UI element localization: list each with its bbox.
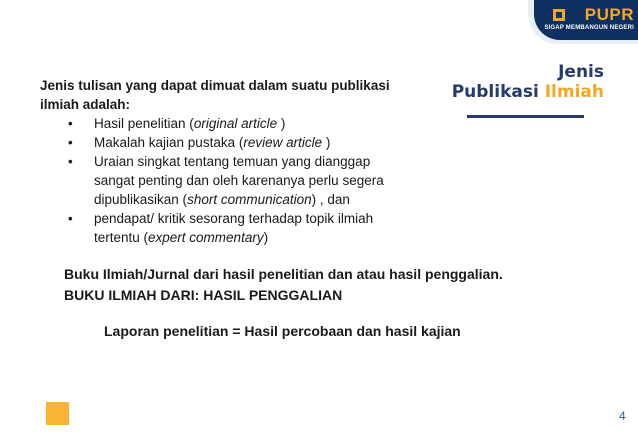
list-item-text: Hasil penelitian (original article ) [94,116,286,131]
list-item-line: sangat penting dan oleh karenanya perlu segera [94,173,384,188]
intro-line: ilmiah adalah: [40,97,131,112]
list-item [68,114,428,133]
list-item [68,152,428,209]
page-number: 4 [619,409,626,423]
pupr-emblem-icon [552,8,566,22]
slide-title-line1: Jenis [558,62,604,82]
logo-banner [534,0,638,40]
bullet-icon: • [68,211,73,226]
bullet-icon: • [68,135,73,150]
list-item-text: Makalah kajian pustaka (review article ) [94,135,331,150]
publication-types-list [68,114,428,247]
bullet-icon: • [68,116,73,131]
bullet-icon: • [68,154,73,169]
statement-research-report: Laporan penelitian = Hasil percobaan dan hasil kajian [104,323,461,339]
list-item-line: pendapat/ kritik sesorang terhadap topik ilmiah [94,211,374,226]
title-main-text: Publikasi [451,82,545,102]
list-item-line: dipublikasikan (short communication) , dan [94,192,350,207]
list-item [68,209,428,247]
intro-line: Jenis tulisan yang dapat dimuat dalam suatu publikasi [40,78,390,93]
list-item [68,133,428,152]
logo-tagline: SIGAP MEMBANGUN NEGERI [544,25,634,31]
list-item-line: Uraian singkat tentang temuan yang dianggap [94,154,371,169]
title-underline [467,115,584,118]
logo-wordmark: PUPR [584,5,634,24]
statement-journal-source: Buku Ilmiah/Jurnal dari hasil penelitian dan atau hasil penggalian. [64,266,503,282]
slide-title-line2 [452,82,604,102]
decorative-square [46,402,69,425]
list-item-line: tertentu (expert commentary) [94,230,269,245]
statement-book-source: BUKU ILMIAH DARI: HASIL PENGGALIAN [64,287,343,303]
title-accent-text: Ilmiah [544,82,604,102]
intro-paragraph [40,76,420,114]
